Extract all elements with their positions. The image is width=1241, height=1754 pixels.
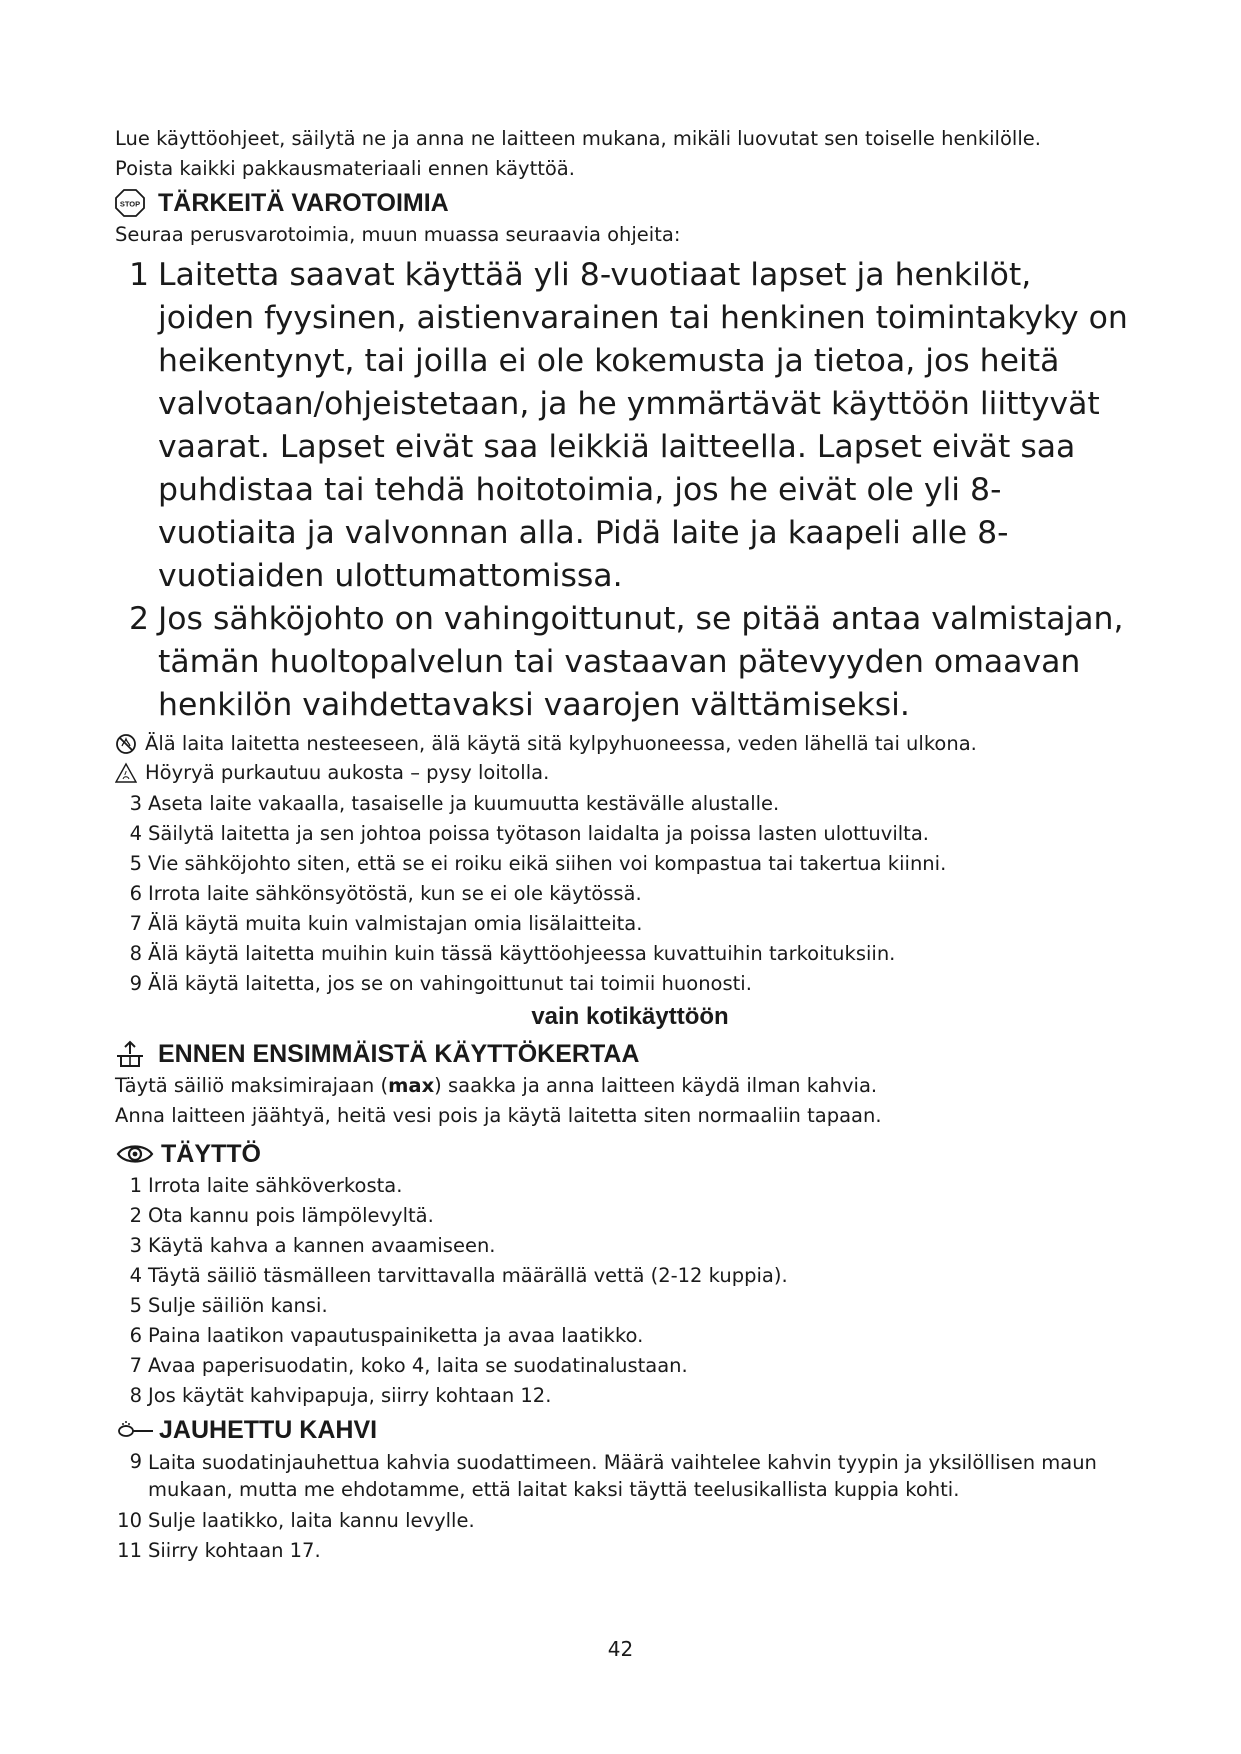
safety-subtitle: Seuraa perusvarotoimia, muun muassa seuraavia ohjeita:	[115, 223, 681, 246]
item-number: 11	[117, 1539, 142, 1562]
warning-text: Älä laita laitetta nesteeseen, älä käytä sitä kylpyhuoneessa, veden lähellä tai ulkona.	[145, 732, 977, 755]
item-text: Älä käytä laitetta muihin kuin tässä käyttöohjeessa kuvattuihin tarkoituksiin.	[148, 942, 896, 965]
list-item	[115, 1351, 1135, 1381]
ground-coffee-heading	[115, 1413, 1135, 1447]
list-item	[115, 1201, 1135, 1231]
list-item	[115, 939, 1135, 969]
safety-title: TÄRKEITÄ VAROTOIMIA	[158, 189, 449, 217]
list-item	[115, 1231, 1135, 1261]
ground-coffee-list	[115, 1447, 1135, 1566]
item-number: 4	[129, 822, 142, 845]
first-use-line-1-start: Täytä säiliö maksimirajaan (	[115, 1074, 389, 1097]
item-number: 2	[129, 1204, 142, 1227]
filling-list	[115, 1171, 1135, 1411]
item-number: 1	[128, 257, 149, 293]
list-item	[115, 598, 1135, 727]
list-item	[115, 1536, 1135, 1566]
item-text: Säilytä laitetta ja sen johtoa poissa työtason laidalta ja poissa lasten ulottuvilta.	[148, 822, 929, 845]
list-item	[115, 254, 1135, 598]
first-use-line-1	[115, 1071, 1135, 1101]
first-use-line-2: Anna laitteen jäähtyä, heitä vesi pois ja käytä laitetta siten normaaliin tapaan.	[115, 1104, 882, 1127]
item-text: Jos sähköjohto on vahingoittunut, se pitää antaa valmistajan, tämän huoltopalvelun tai vastaavan pätevyyden omaavan henkilön vaihdettavaksi vaarojen välttämiseksi.	[158, 601, 1124, 723]
item-text: Paina laatikon vapautuspainiketta ja avaa laatikko.	[148, 1324, 644, 1347]
warning-text: Höyryä purkautuu aukosta – pysy loitolla.	[145, 761, 550, 784]
item-number: 6	[129, 882, 142, 905]
item-text: Älä käytä laitetta, jos se on vahingoittunut tai toimii huonosti.	[148, 972, 752, 995]
svg-text:STOP: STOP	[119, 199, 141, 209]
first-use-icon	[115, 1040, 145, 1068]
item-number: 2	[128, 601, 149, 637]
item-text: Laitetta saavat käyttää yli 8-vuotiaat lapset ja henkilöt, joiden fyysinen, aistienvarainen tai henkinen toimintakyky on heikentynyt, tai joilla ei ole kokemusta ja tietoa, jos heitä valvotaan/ohjeistetaan, ja he ymmärtävät käyttöön liittyvät vaarat. Lapset eivät saa leikkiä laitteella. Lapset eivät saa puhdistaa tai tehdä hoitotoimia, jos he eivät ole yli 8-vuotiaita ja valvonnan alla. Pidä laite ja kaapeli alle 8-vuotiaiden ulottumattomissa.	[158, 257, 1128, 594]
item-text: Sulje säiliön kansi.	[148, 1294, 328, 1317]
list-item	[115, 789, 1135, 819]
item-number: 10	[117, 1509, 142, 1532]
first-use-heading	[115, 1037, 1135, 1071]
list-item	[115, 1291, 1135, 1321]
list-item	[115, 819, 1135, 849]
item-text: Irrota laite sähkönsyötöstä, kun se ei ole käytössä.	[148, 882, 642, 905]
item-text: Aseta laite vakaalla, tasaiselle ja kuumuutta kestävälle alustalle.	[148, 792, 780, 815]
intro-line-2: Poista kaikki pakkausmateriaali ennen käyttöä.	[115, 157, 575, 180]
item-number: 5	[129, 1294, 142, 1317]
list-item	[115, 1381, 1135, 1411]
spoon-icon	[115, 1416, 155, 1444]
item-text: Irrota laite sähköverkosta.	[148, 1174, 403, 1197]
list-item	[115, 909, 1135, 939]
item-text: Avaa paperisuodatin, koko 4, laita se suodatinalustaan.	[148, 1354, 688, 1377]
list-item	[115, 1447, 1135, 1503]
stop-icon	[115, 189, 145, 217]
steam-warning-icon	[115, 762, 137, 784]
safety-list	[115, 789, 1135, 999]
item-text: Sulje laatikko, laita kannu levylle.	[148, 1509, 475, 1532]
list-item	[115, 1261, 1135, 1291]
max-mark: max	[388, 1074, 435, 1097]
eye-icon	[115, 1140, 155, 1168]
page-content	[115, 124, 1135, 1566]
filling-title: TÄYTTÖ	[161, 1140, 261, 1168]
page-number: 42	[607, 1637, 634, 1661]
item-number: 7	[129, 912, 142, 935]
big-safety-list	[115, 254, 1135, 727]
list-item	[115, 969, 1135, 999]
ground-coffee-title: JAUHETTU KAHVI	[159, 1416, 378, 1444]
item-text: Käytä kahva a kannen avaamiseen.	[148, 1234, 496, 1257]
warning-row	[115, 758, 1135, 787]
item-text: Täytä säiliö täsmälleen tarvittavalla määrällä vettä (2-12 kuppia).	[148, 1264, 788, 1287]
item-number: 4	[129, 1264, 142, 1287]
list-item	[115, 1171, 1135, 1201]
item-number: 9	[129, 972, 142, 995]
item-text: Siirry kohtaan 17.	[148, 1539, 321, 1562]
warning-row	[115, 729, 1135, 758]
item-number: 8	[129, 942, 142, 965]
item-text: Laita suodatinjauhettua kahvia suodattimeen. Määrä vaihtelee kahvin tyypin ja yksilöllisen maun mukaan, mutta me ehdotamme, että laitat kaksi täyttä teelusikallista kuppia kohti.	[148, 1451, 1097, 1501]
item-number: 5	[129, 852, 142, 875]
item-number: 7	[129, 1354, 142, 1377]
item-text: Jos käytät kahvipapuja, siirry kohtaan 12.	[148, 1384, 552, 1407]
item-text: Vie sähköjohto siten, että se ei roiku eikä siihen voi kompastua tai takertua kiinni.	[148, 852, 947, 875]
item-number: 8	[129, 1384, 142, 1407]
no-water-icon	[115, 733, 137, 755]
intro-line-1: Lue käyttöohjeet, säilytä ne ja anna ne laitteen mukana, mikäli luovutat sen toiselle henkilölle.	[115, 127, 1041, 150]
list-item	[115, 1506, 1135, 1536]
filling-heading	[115, 1137, 1135, 1171]
item-number: 9	[129, 1450, 142, 1473]
safety-heading	[115, 186, 1135, 220]
domestic-use-note: vain kotikäyttöön	[531, 1003, 729, 1030]
item-text: Älä käytä muita kuin valmistajan omia lisälaitteita.	[148, 912, 643, 935]
item-text: Ota kannu pois lämpölevyltä.	[148, 1204, 434, 1227]
item-number: 1	[129, 1174, 142, 1197]
list-item	[115, 849, 1135, 879]
item-number: 3	[129, 792, 142, 815]
item-number: 6	[129, 1324, 142, 1347]
item-number: 3	[129, 1234, 142, 1257]
list-item	[115, 879, 1135, 909]
first-use-line-1-end: ) saakka ja anna laitteen käydä ilman kahvia.	[434, 1074, 878, 1097]
list-item	[115, 1321, 1135, 1351]
first-use-title: ENNEN ENSIMMÄISTÄ KÄYTTÖKERTAA	[158, 1040, 640, 1068]
